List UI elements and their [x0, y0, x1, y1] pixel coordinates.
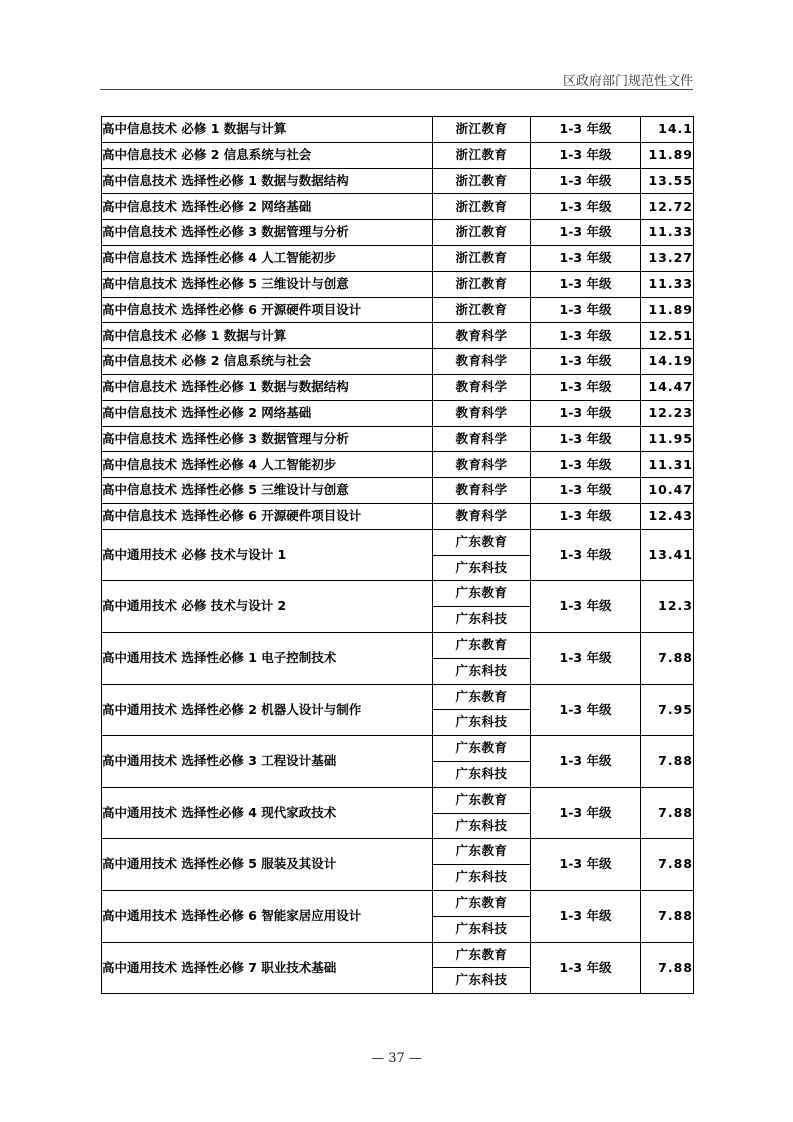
grade-cell: 1-3 年级: [531, 839, 641, 891]
publisher-cell: 教育科学: [433, 349, 531, 375]
textbook-name-cell: 高中信息技术 选择性必修 3 数据管理与分析: [102, 426, 433, 452]
publisher-cell: 广东科技: [433, 968, 531, 994]
publisher-cell: 浙江教育: [433, 194, 531, 220]
publisher-cell: 教育科学: [433, 452, 531, 478]
table-row: [102, 478, 694, 504]
textbook-name-cell: 高中通用技术 选择性必修 2 机器人设计与制作: [102, 684, 433, 736]
textbook-name-cell: 高中信息技术 选择性必修 6 开源硬件项目设计: [102, 503, 433, 529]
publisher-cell: 浙江教育: [433, 297, 531, 323]
publisher-cell: 教育科学: [433, 478, 531, 504]
table-row: [102, 323, 694, 349]
grade-cell: 1-3 年级: [531, 942, 641, 994]
textbook-name-cell: 高中通用技术 必修 技术与设计 2: [102, 581, 433, 633]
textbook-name-cell: 高中信息技术 选择性必修 3 数据管理与分析: [102, 220, 433, 246]
publisher-cell: 广东教育: [433, 839, 531, 865]
table-row: [102, 942, 694, 968]
publisher-cell: 教育科学: [433, 374, 531, 400]
publisher-cell: 广东教育: [433, 684, 531, 710]
grade-cell: 1-3 年级: [531, 374, 641, 400]
textbook-name-cell: 高中信息技术 必修 2 信息系统与社会: [102, 349, 433, 375]
textbook-name-cell: 高中信息技术 选择性必修 4 人工智能初步: [102, 245, 433, 271]
textbook-name-cell: 高中信息技术 选择性必修 2 网络基础: [102, 194, 433, 220]
table-row: [102, 142, 694, 168]
publisher-cell: 广东教育: [433, 581, 531, 607]
publisher-cell: 广东科技: [433, 865, 531, 891]
grade-cell: 1-3 年级: [531, 117, 641, 143]
price-cell: 7.88: [641, 787, 694, 839]
publisher-cell: 浙江教育: [433, 142, 531, 168]
publisher-cell: 广东科技: [433, 555, 531, 581]
table-row: [102, 787, 694, 813]
publisher-cell: 广东教育: [433, 736, 531, 762]
textbook-name-cell: 高中通用技术 选择性必修 7 职业技术基础: [102, 942, 433, 994]
table-row: [102, 271, 694, 297]
textbook-name-cell: 高中信息技术 必修 1 数据与计算: [102, 117, 433, 143]
table-row: [102, 245, 694, 271]
page-number: — 37 —: [371, 1051, 422, 1066]
table-row: [102, 503, 694, 529]
table-row: [102, 890, 694, 916]
textbook-name-cell: 高中信息技术 选择性必修 2 网络基础: [102, 400, 433, 426]
price-cell: 12.72: [641, 194, 694, 220]
grade-cell: 1-3 年级: [531, 142, 641, 168]
textbook-name-cell: 高中通用技术 选择性必修 5 服装及其设计: [102, 839, 433, 891]
textbook-name-cell: 高中信息技术 选择性必修 1 数据与数据结构: [102, 374, 433, 400]
publisher-cell: 广东教育: [433, 787, 531, 813]
grade-cell: 1-3 年级: [531, 426, 641, 452]
grade-cell: 1-3 年级: [531, 194, 641, 220]
price-cell: 7.95: [641, 684, 694, 736]
textbook-name-cell: 高中通用技术 选择性必修 3 工程设计基础: [102, 736, 433, 788]
publisher-cell: 广东教育: [433, 529, 531, 555]
textbook-name-cell: 高中通用技术 选择性必修 6 智能家居应用设计: [102, 890, 433, 942]
grade-cell: 1-3 年级: [531, 787, 641, 839]
table-row: [102, 529, 694, 555]
table-row: [102, 194, 694, 220]
publisher-cell: 广东科技: [433, 658, 531, 684]
price-cell: 11.33: [641, 271, 694, 297]
table-row: [102, 632, 694, 658]
price-cell: 12.3: [641, 581, 694, 633]
textbook-name-cell: 高中信息技术 必修 1 数据与计算: [102, 323, 433, 349]
grade-cell: 1-3 年级: [531, 581, 641, 633]
price-cell: 10.47: [641, 478, 694, 504]
grade-cell: 1-3 年级: [531, 323, 641, 349]
price-cell: 11.95: [641, 426, 694, 452]
table-row: [102, 117, 694, 143]
price-cell: 11.89: [641, 297, 694, 323]
textbook-name-cell: 高中信息技术 选择性必修 6 开源硬件项目设计: [102, 297, 433, 323]
textbook-name-cell: 高中信息技术 选择性必修 1 数据与数据结构: [102, 168, 433, 194]
grade-cell: 1-3 年级: [531, 271, 641, 297]
publisher-cell: 广东教育: [433, 632, 531, 658]
price-cell: 14.1: [641, 117, 694, 143]
price-cell: 13.27: [641, 245, 694, 271]
publisher-cell: 广东科技: [433, 813, 531, 839]
price-cell: 7.88: [641, 632, 694, 684]
document-header-title: 区政府部门规范性文件: [562, 74, 693, 89]
price-cell: 11.33: [641, 220, 694, 246]
textbook-name-cell: 高中信息技术 必修 2 信息系统与社会: [102, 142, 433, 168]
grade-cell: 1-3 年级: [531, 478, 641, 504]
textbook-name-cell: 高中信息技术 选择性必修 4 人工智能初步: [102, 452, 433, 478]
price-cell: 12.43: [641, 503, 694, 529]
publisher-cell: 广东教育: [433, 942, 531, 968]
publisher-cell: 教育科学: [433, 503, 531, 529]
grade-cell: 1-3 年级: [531, 400, 641, 426]
price-cell: 7.88: [641, 839, 694, 891]
grade-cell: 1-3 年级: [531, 684, 641, 736]
textbook-name-cell: 高中通用技术 选择性必修 1 电子控制技术: [102, 632, 433, 684]
price-cell: 14.19: [641, 349, 694, 375]
table-row: [102, 168, 694, 194]
grade-cell: 1-3 年级: [531, 503, 641, 529]
grade-cell: 1-3 年级: [531, 168, 641, 194]
table-row: [102, 374, 694, 400]
price-cell: 7.88: [641, 736, 694, 788]
price-cell: 7.88: [641, 942, 694, 994]
publisher-cell: 广东科技: [433, 607, 531, 633]
publisher-cell: 浙江教育: [433, 271, 531, 297]
table-row: [102, 684, 694, 710]
price-cell: 12.23: [641, 400, 694, 426]
publisher-cell: 广东教育: [433, 890, 531, 916]
grade-cell: 1-3 年级: [531, 220, 641, 246]
price-cell: 7.88: [641, 890, 694, 942]
textbook-name-cell: 高中通用技术 必修 技术与设计 1: [102, 529, 433, 581]
publisher-cell: 浙江教育: [433, 220, 531, 246]
grade-cell: 1-3 年级: [531, 297, 641, 323]
grade-cell: 1-3 年级: [531, 529, 641, 581]
publisher-cell: 广东科技: [433, 761, 531, 787]
price-cell: 12.51: [641, 323, 694, 349]
table-row: [102, 452, 694, 478]
textbook-price-table: [101, 116, 694, 994]
textbook-name-cell: 高中通用技术 选择性必修 4 现代家政技术: [102, 787, 433, 839]
price-cell: 13.55: [641, 168, 694, 194]
publisher-cell: 教育科学: [433, 323, 531, 349]
publisher-cell: 浙江教育: [433, 117, 531, 143]
grade-cell: 1-3 年级: [531, 245, 641, 271]
publisher-cell: 浙江教育: [433, 245, 531, 271]
table-row: [102, 426, 694, 452]
table-row: [102, 400, 694, 426]
header-divider: [100, 89, 693, 90]
table-row: [102, 349, 694, 375]
table-row: [102, 581, 694, 607]
price-cell: 14.47: [641, 374, 694, 400]
table-row: [102, 220, 694, 246]
grade-cell: 1-3 年级: [531, 736, 641, 788]
publisher-cell: 广东科技: [433, 916, 531, 942]
table-row: [102, 736, 694, 762]
publisher-cell: 教育科学: [433, 400, 531, 426]
publisher-cell: 广东科技: [433, 710, 531, 736]
publisher-cell: 浙江教育: [433, 168, 531, 194]
table-body: [102, 117, 694, 994]
table-row: [102, 297, 694, 323]
grade-cell: 1-3 年级: [531, 452, 641, 478]
textbook-name-cell: 高中信息技术 选择性必修 5 三维设计与创意: [102, 478, 433, 504]
table-row: [102, 839, 694, 865]
publisher-cell: 教育科学: [433, 426, 531, 452]
grade-cell: 1-3 年级: [531, 632, 641, 684]
grade-cell: 1-3 年级: [531, 349, 641, 375]
price-cell: 11.89: [641, 142, 694, 168]
price-cell: 13.41: [641, 529, 694, 581]
textbook-name-cell: 高中信息技术 选择性必修 5 三维设计与创意: [102, 271, 433, 297]
grade-cell: 1-3 年级: [531, 890, 641, 942]
price-cell: 11.31: [641, 452, 694, 478]
